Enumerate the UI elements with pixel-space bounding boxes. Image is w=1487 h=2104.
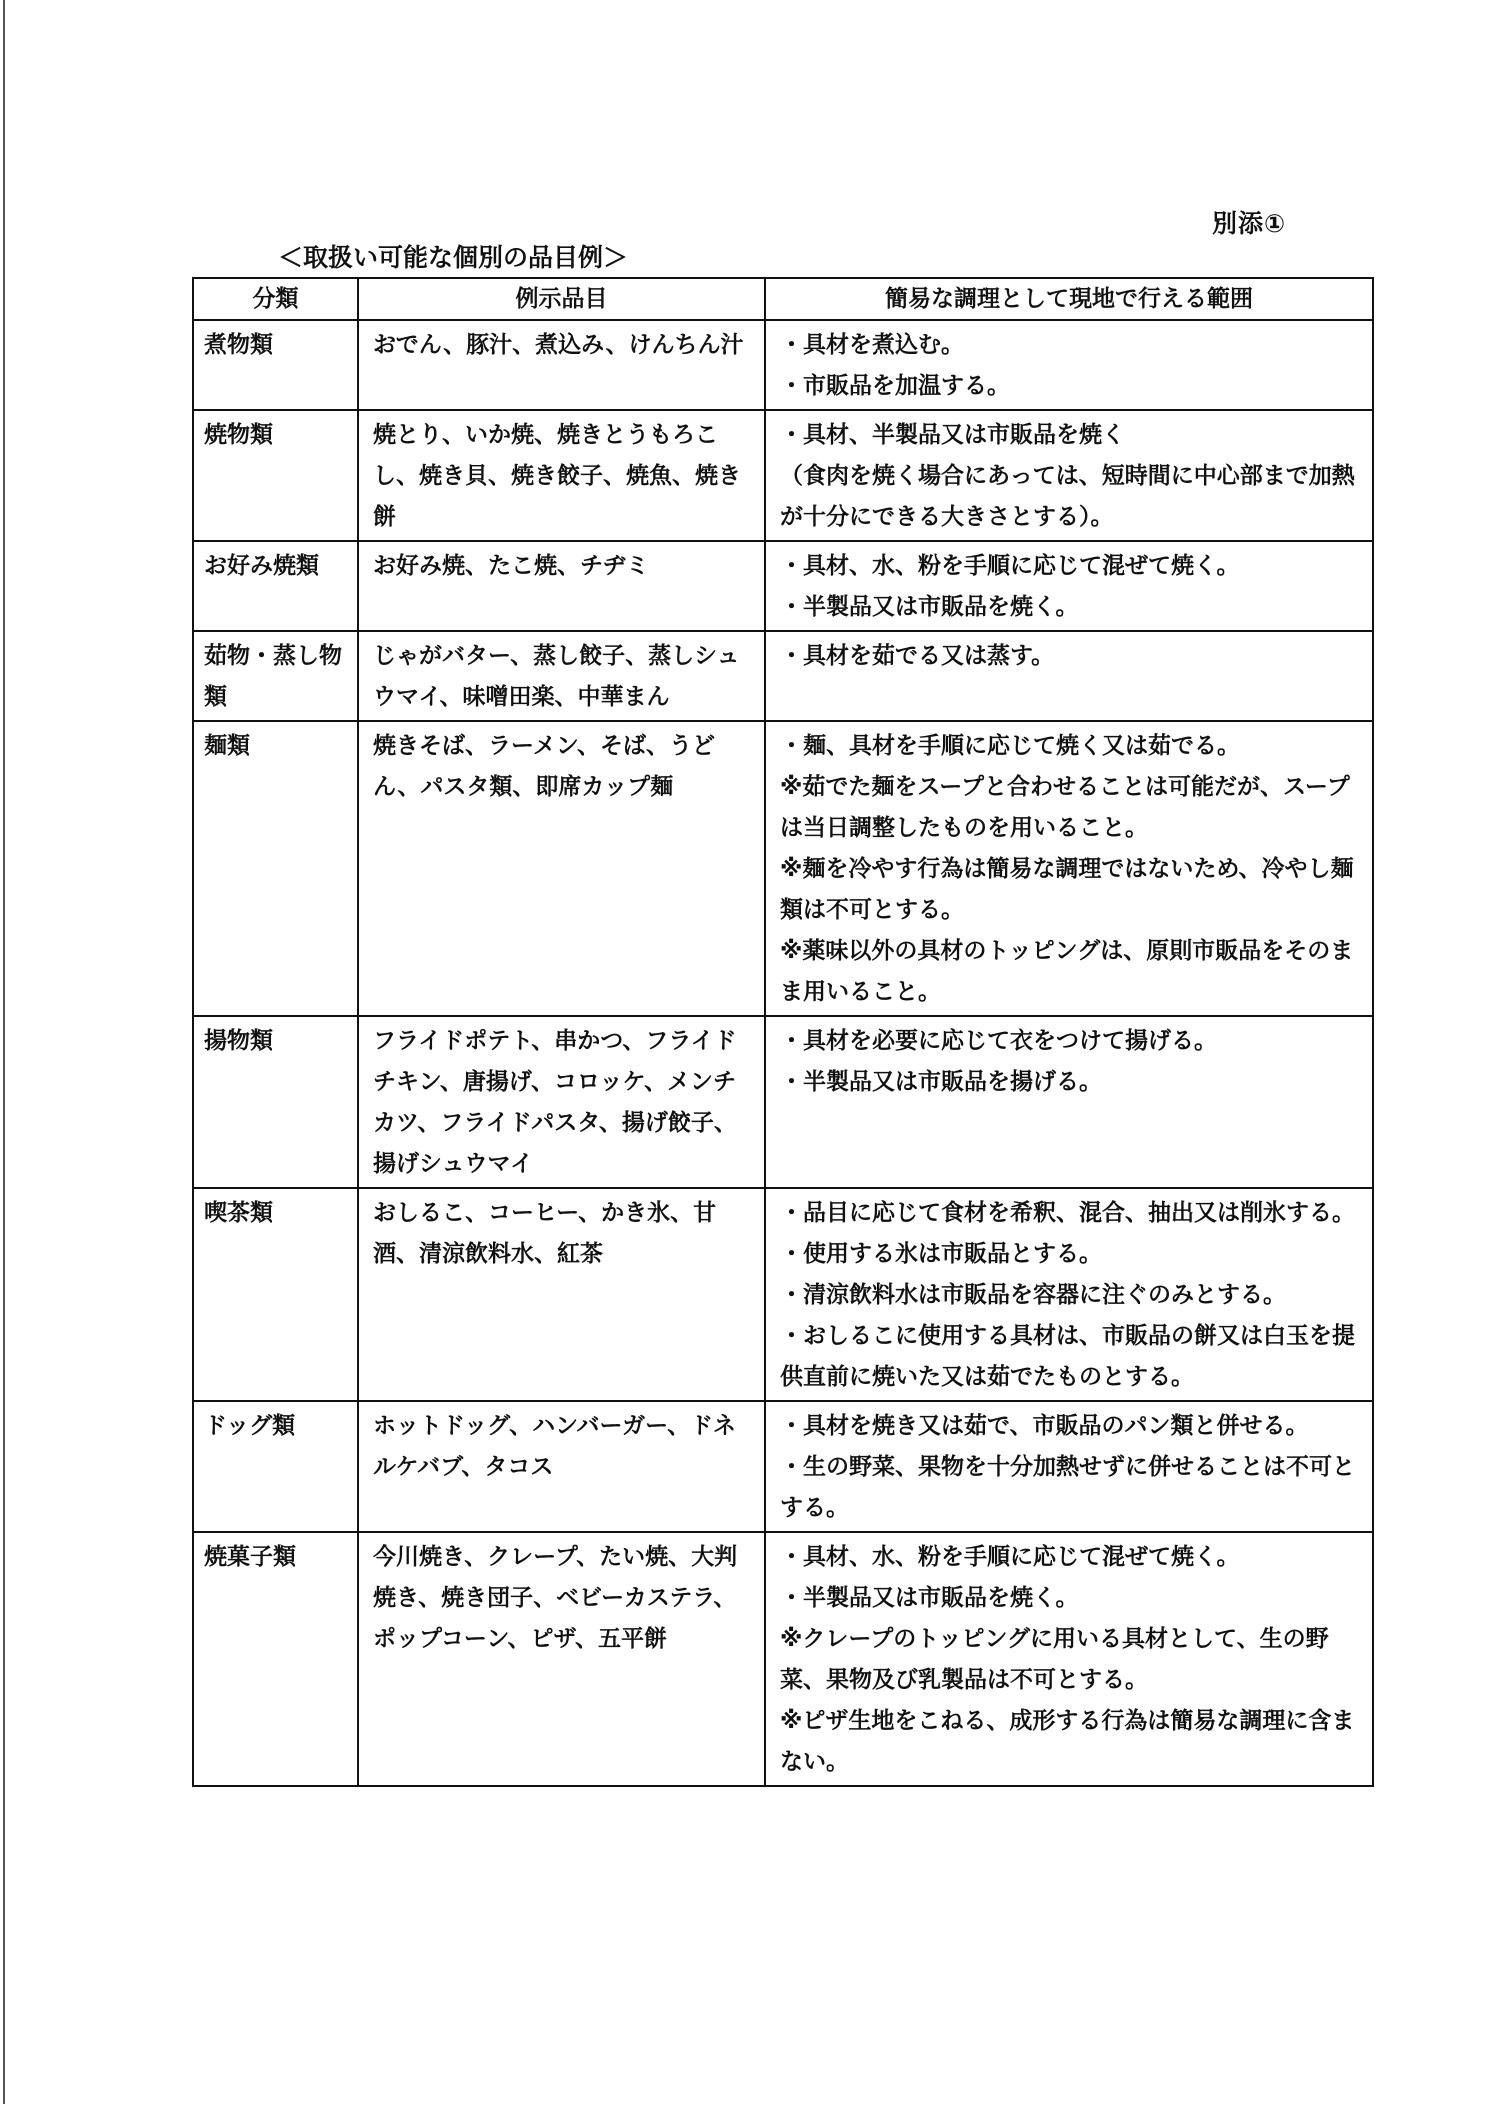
annex-label: 別添① — [1212, 209, 1287, 238]
scope-line: ※茹でた麺をスープと合わせることは可能だが、スープは当日調整したものを用いること。 — [780, 774, 1350, 841]
scope-line: ・生の野菜、果物を十分加熱せずに併せることは不可とする。 — [780, 1454, 1355, 1521]
scope-cell — [765, 631, 1373, 721]
header-category: 分類 — [193, 278, 358, 320]
table-row — [193, 1532, 1373, 1786]
scope-line: ※薬味以外の具材のトッピングは、原則市販品をそのまま用いること。 — [780, 938, 1354, 1005]
items-table — [192, 277, 1374, 1787]
scope-line: ・半製品又は市販品を焼く。 — [780, 594, 1079, 620]
scope-line: ・おしるこに使用する具材は、市販品の餅又は白玉を提供直前に焼いた又は茹でたものとする。 — [780, 1323, 1355, 1390]
table-caption: ＜取扱い可能な個別の品目例＞ — [278, 243, 629, 272]
scope-line: ・清涼飲料水は市販品を容器に注ぐのみとする。 — [780, 1282, 1286, 1308]
examples-cell: 焼きそば、ラーメン、そば、うどん、パスタ類、即席カップ麺 — [358, 721, 765, 1016]
scope-line: ・具材、水、粉を手順に応じて混ぜて焼く。 — [780, 1544, 1240, 1570]
header-scope: 簡易な調理として現地で行える範囲 — [765, 278, 1373, 320]
examples-cell: フライドポテト、串かつ、フライドチキン、唐揚げ、コロッケ、メンチカツ、フライドパスタ、揚げ餃子、揚げシュウマイ — [358, 1016, 765, 1188]
scope-line: ・具材を煮込む。 — [780, 332, 964, 358]
category-cell: 焼菓子類 — [193, 1532, 358, 1786]
table-row — [193, 410, 1373, 541]
examples-cell: おでん、豚汁、煮込み、けんちん汁 — [358, 320, 765, 410]
category-cell: 揚物類 — [193, 1016, 358, 1188]
scope-line: ・具材、水、粉を手順に応じて混ぜて焼く。 — [780, 553, 1240, 579]
scope-line: ※麺を冷やす行為は簡易な調理ではないため、冷やし麺類は不可とする。 — [780, 856, 1354, 923]
scope-line: ・半製品又は市販品を焼く。 — [780, 1585, 1079, 1611]
table-row — [193, 541, 1373, 631]
category-cell: お好み焼類 — [193, 541, 358, 631]
scope-cell — [765, 1401, 1373, 1532]
header-examples: 例示品目 — [358, 278, 765, 320]
table-row — [193, 721, 1373, 1016]
category-cell: 煮物類 — [193, 320, 358, 410]
scope-line: ・半製品又は市販品を揚げる。 — [780, 1069, 1102, 1095]
scope-line: ・具材を焼き又は茹で、市販品のパン類と併せる。 — [780, 1413, 1309, 1439]
scope-line: ・具材、半製品又は市販品を焼く — [780, 422, 1125, 448]
category-cell: 麺類 — [193, 721, 358, 1016]
category-cell: ドッグ類 — [193, 1401, 358, 1532]
scope-cell — [765, 721, 1373, 1016]
scope-line: ・具材を必要に応じて衣をつけて揚げる。 — [780, 1028, 1217, 1054]
scope-line: ・市販品を加温する。 — [780, 373, 1010, 399]
table-row — [193, 1401, 1373, 1532]
header-row — [193, 278, 1373, 320]
scope-line: ※ピザ生地をこねる、成形する行為は簡易な調理に含まない。 — [780, 1708, 1355, 1775]
scope-line: ・品目に応じて食材を希釈、混合、抽出又は削氷する。 — [780, 1200, 1355, 1226]
examples-cell: 今川焼き、クレープ、たい焼、大判焼き、焼き団子、ベビーカステラ、ポップコーン、ピザ、五平餅 — [358, 1532, 765, 1786]
examples-cell: 焼とり、いか焼、焼きとうもろこし、焼き貝、焼き餃子、焼魚、焼き餅 — [358, 410, 765, 541]
scope-line: ・具材を茹でる又は蒸す。 — [780, 643, 1055, 669]
table-row — [193, 1188, 1373, 1401]
scan-edge-line — [3, 0, 5, 2104]
scope-line: ・麺、具材を手順に応じて焼く又は茹でる。 — [780, 733, 1240, 759]
table-row — [193, 1016, 1373, 1188]
scope-line: ・使用する氷は市販品とする。 — [780, 1241, 1102, 1267]
scope-cell — [765, 1532, 1373, 1786]
scope-line: ※クレープのトッピングに用いる具材として、生の野菜、果物及び乳製品は不可とする。 — [780, 1626, 1329, 1693]
scope-cell — [765, 320, 1373, 410]
category-cell: 喫茶類 — [193, 1188, 358, 1401]
examples-cell: じゃがバター、蒸し餃子、蒸しシュウマイ、味噌田楽、中華まん — [358, 631, 765, 721]
table-row — [193, 631, 1373, 721]
scope-cell — [765, 541, 1373, 631]
scope-cell — [765, 1016, 1373, 1188]
examples-cell: ホットドッグ、ハンバーガー、ドネルケバブ、タコス — [358, 1401, 765, 1532]
category-cell: 茹物・蒸し物類 — [193, 631, 358, 721]
examples-cell: おしるこ、コーヒー、かき氷、甘酒、清涼飲料水、紅茶 — [358, 1188, 765, 1401]
scope-cell — [765, 1188, 1373, 1401]
scope-cell — [765, 410, 1373, 541]
category-cell: 焼物類 — [193, 410, 358, 541]
scope-line: （食肉を焼く場合にあっては、短時間に中心部まで加熱が十分にできる大きさとする）。 — [780, 463, 1355, 530]
examples-cell: お好み焼、たこ焼、チヂミ — [358, 541, 765, 631]
table-row — [193, 320, 1373, 410]
